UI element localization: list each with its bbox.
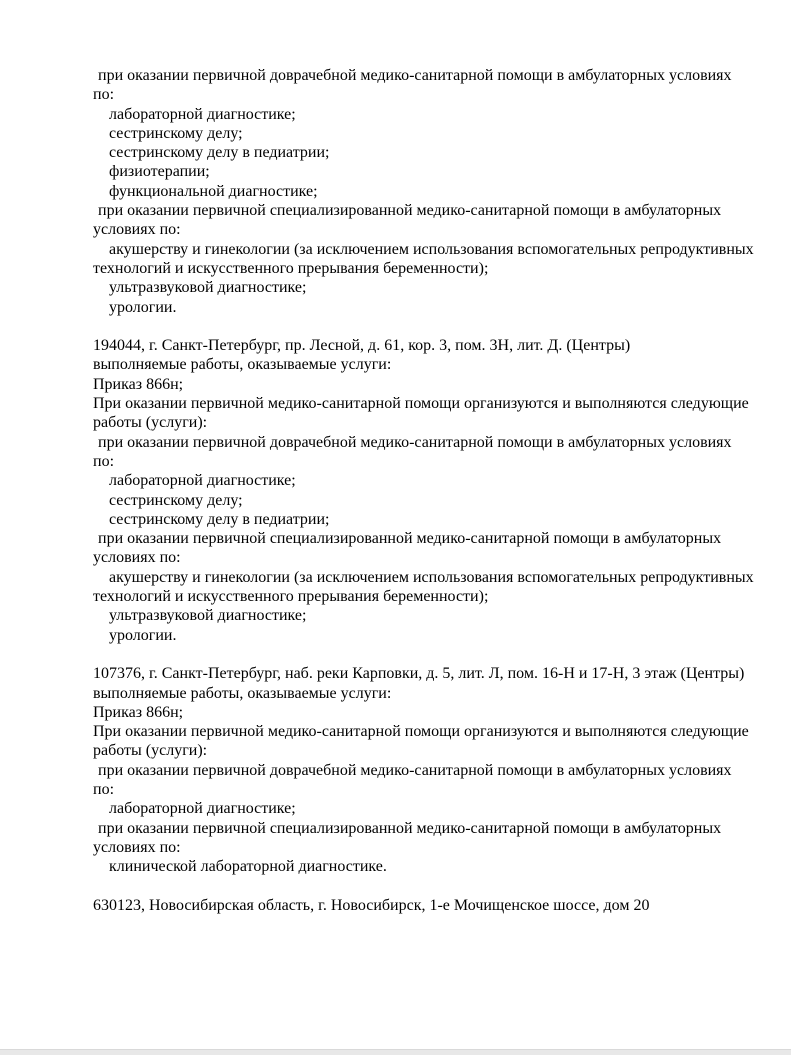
text-line: работы (услуги): [93,742,208,760]
text-line: ультразвуковой диагностике; [109,279,307,297]
text-line: по: [93,780,115,798]
text-line: при оказании первичной доврачебной медико-санитарной помощи в амбулаторных условиях [98,433,732,451]
text-line: сестринскому делу; [109,124,243,142]
text-line: сестринскому делу; [109,491,243,509]
text-line: выполняемые работы, оказываемые услуги: [93,684,392,702]
text-line: акушерству и гинекологии (за исключением использования вспомогательных репродуктивных [109,240,754,258]
text-line: по: [93,86,115,104]
address-block-novosibirsk [93,896,783,915]
text-line: При оказании первичной медико-санитарной помощи организуются и выполняются следующие [93,395,749,413]
text-line: Приказ 866н; [93,375,184,393]
service-list-section [93,66,783,317]
text-line: условиях по: [93,838,181,856]
text-line: при оказании первичной доврачебной медико-санитарной помощи в амбулаторных условиях [98,67,732,84]
address-block-lesnoy [93,336,783,645]
text-line: при оказании первичной специализированной медико-санитарной помощи в амбулаторных [98,202,722,220]
address-line: 107376, г. Санкт-Петербург, наб. реки Карповки, д. 5, лит. Л, пом. 16-Н и 17-Н, 3 этаж (Центры) [93,665,745,683]
document-text [93,66,783,915]
address-line: 630123, Новосибирская область, г. Новосибирск, 1-е Мочищенское шоссе, дом 20 [93,896,650,914]
text-line: работы (услуги): [93,414,208,432]
text-line: выполняемые работы, оказываемые услуги: [93,356,392,374]
text-line: акушерству и гинекологии (за исключением использования вспомогательных репродуктивных [109,568,754,586]
text-line: урологии. [109,298,177,316]
text-line: лабораторной диагностике; [109,472,296,490]
text-line: лабораторной диагностике; [109,800,296,818]
text-line: лабораторной диагностике; [109,105,296,123]
text-line: физиотерапии; [109,163,210,181]
text-line: при оказании первичной доврачебной медико-санитарной помощи в амбулаторных условиях [98,761,732,779]
text-line: клинической лабораторной диагностике. [109,858,387,876]
text-line: сестринскому делу в педиатрии; [109,510,330,528]
text-line: сестринскому делу в педиатрии; [109,144,330,162]
text-line: Приказ 866н; [93,703,184,721]
address-line: 194044, г. Санкт-Петербург, пр. Лесной, д. 61, кор. 3, пом. 3Н, лит. Д. (Центры) [93,337,631,355]
text-line: урологии. [109,626,177,644]
address-block-karpovka [93,664,783,876]
text-line: При оказании первичной медико-санитарной помощи организуются и выполняются следующие [93,723,749,741]
text-line: ультразвуковой диагностике; [109,607,307,625]
text-line: условиях по: [93,221,181,239]
text-line: технологий и искусственного прерывания беременности); [93,588,489,606]
text-line: технологий и искусственного прерывания беременности); [93,259,489,277]
text-line: при оказании первичной специализированной медико-санитарной помощи в амбулаторных [98,819,722,837]
bottom-panel-edge [0,1049,791,1055]
text-line: условиях по: [93,549,181,567]
text-line: при оказании первичной специализированной медико-санитарной помощи в амбулаторных [98,530,722,548]
text-line: по: [93,452,115,470]
text-line: функциональной диагностике; [109,182,318,200]
